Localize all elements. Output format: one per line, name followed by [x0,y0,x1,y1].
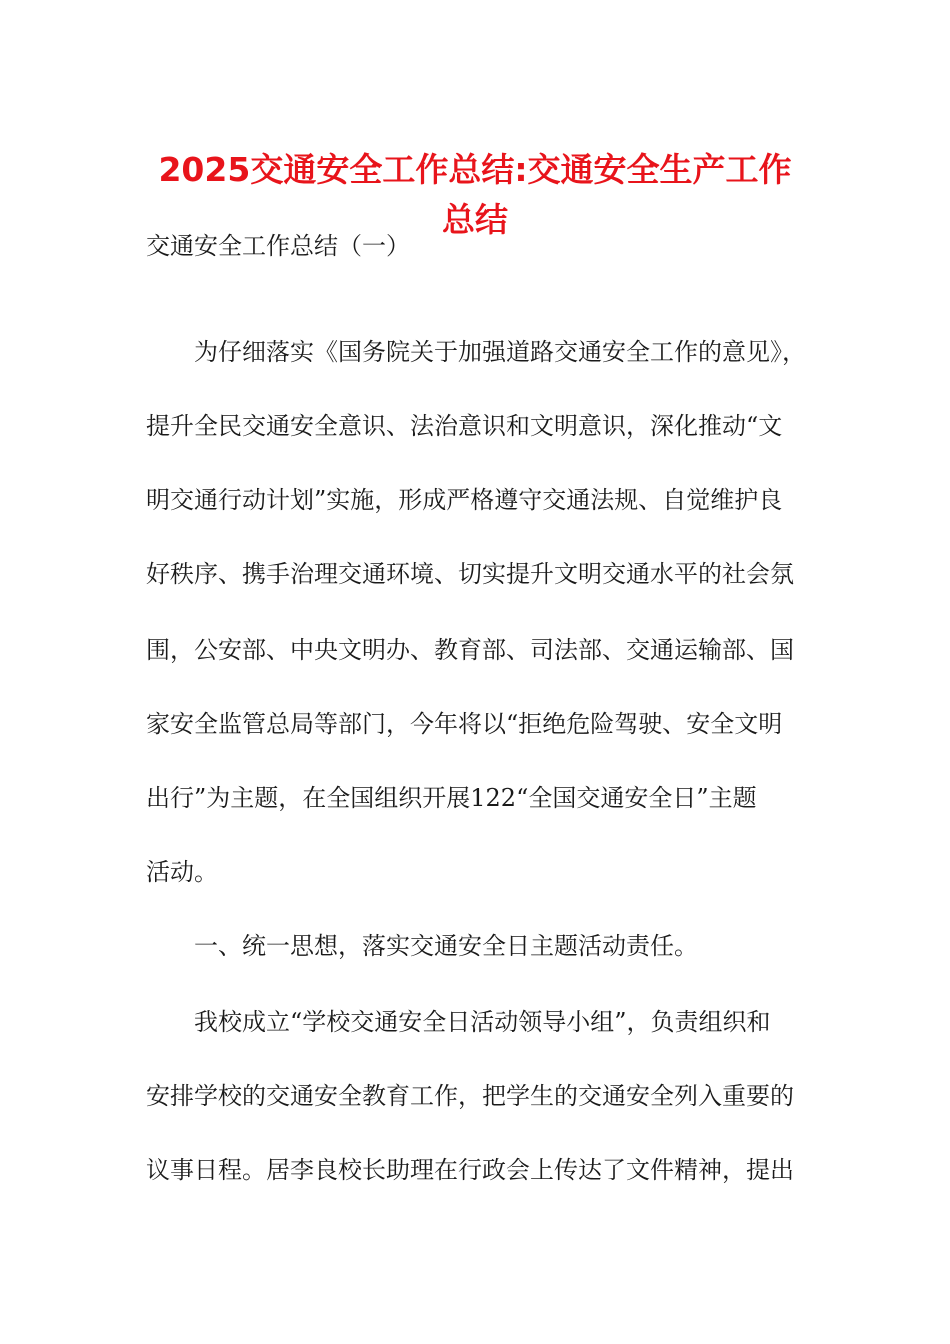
paragraph-line: 出行”为主题，在全国组织开展122“全国交通安全日”主题 [146,784,757,812]
paragraph-line: 提升全民交通安全意识、法治意识和文明意识，深化推动“文 [146,412,783,440]
paragraph-line: 家安全监管总局等部门，今年将以“拒绝危险驾驶、安全文明 [146,710,783,738]
paragraph-line: 活动。 [146,858,218,886]
document-title-line-2: 总结 [442,200,508,239]
paragraph-line: 议事日程。居李良校长助理在行政会上传达了文件精神，提出 [146,1156,794,1184]
paragraph-line: 围，公安部、中央文明办、教育部、司法部、交通运输部、国 [146,636,794,664]
paragraph-line: 为仔细落实《国务院关于加强道路交通安全工作的意见》， [194,338,806,366]
paragraph-line: 好秩序、携手治理交通环境、切实提升文明交通水平的社会氛 [146,560,794,588]
document-title-line-1: 2025交通安全工作总结:交通安全生产工作 [158,150,792,189]
paragraph-line: 明交通行动计划”实施，形成严格遵守交通法规、自觉维护良 [146,486,783,514]
subsection-heading: 一、统一思想，落实交通安全日主题活动责任。 [194,932,698,960]
paragraph-line: 我校成立“学校交通安全日活动领导小组”，负责组织和 [194,1008,771,1036]
paragraph-line: 安排学校的交通安全教育工作，把学生的交通安全列入重要的 [146,1082,794,1110]
section-heading: 交通安全工作总结（一） [146,232,410,260]
